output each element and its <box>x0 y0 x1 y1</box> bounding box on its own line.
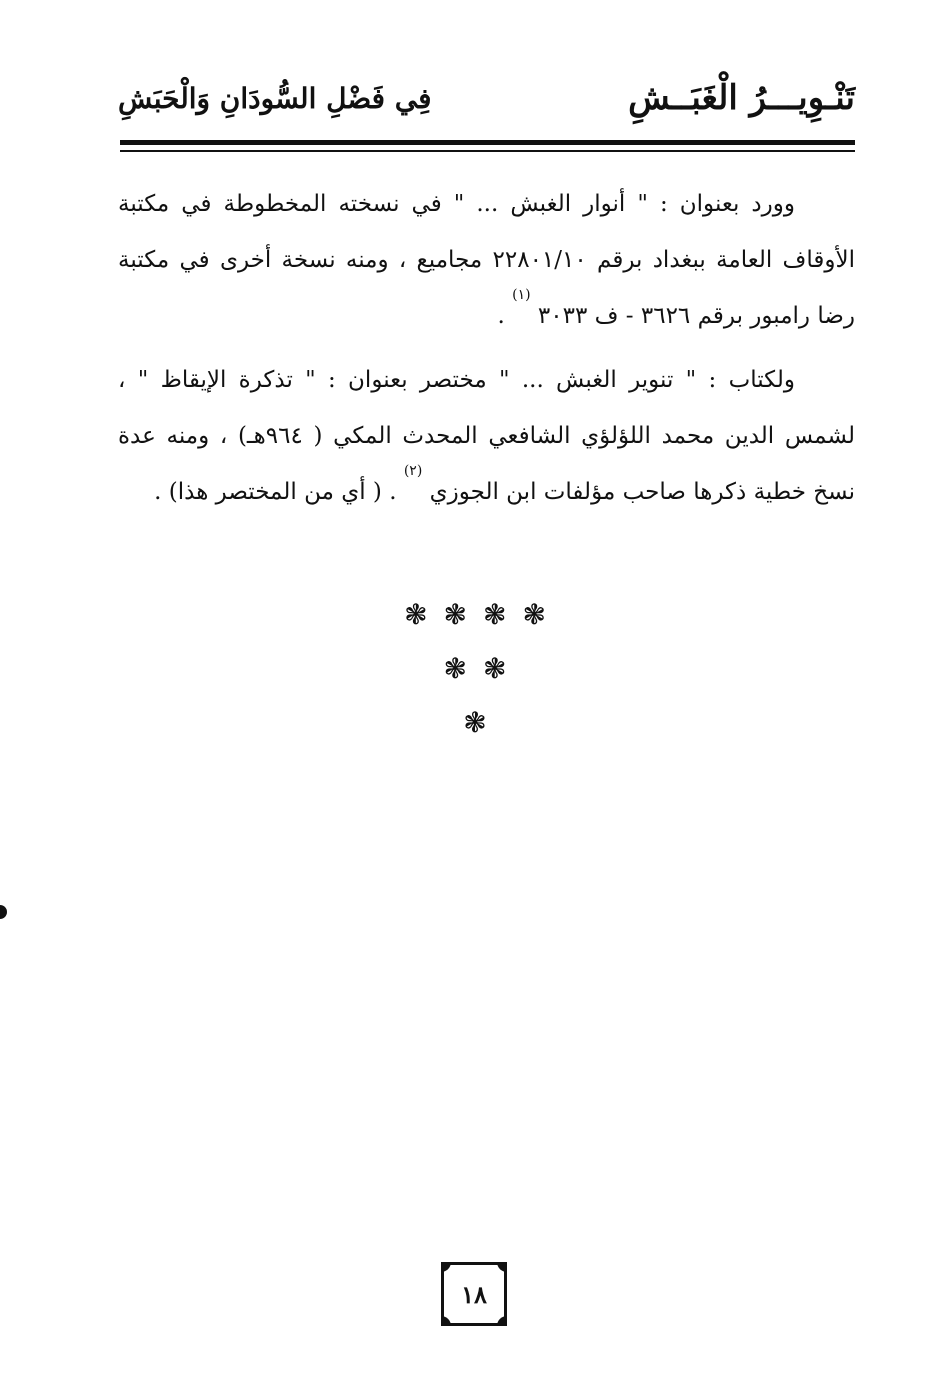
flower-ornament-icon: ❃ <box>404 598 428 631</box>
footnote-ref-2[interactable]: (٢) <box>403 463 423 479</box>
corner-ornament <box>441 1262 451 1272</box>
header-rule-thick <box>120 140 855 145</box>
scan-edge-mark <box>0 905 7 919</box>
flower-ornament-icon: ❃ <box>483 652 507 685</box>
paragraph-2-end: . ( أي من المختصر هذا) . <box>154 479 397 505</box>
paragraph-1 <box>118 176 855 344</box>
body-text <box>118 176 855 528</box>
footnote-ref-1[interactable]: (١) <box>512 287 531 303</box>
flower-ornament-icon: ❃ <box>443 598 467 631</box>
paragraph-2-text: ولكتاب : " تنوير الغبش ... " مختصر بعنوان : " تذكرة الإيقاظ " ، لشمس الدين محمد اللؤلؤي الشافعي المحدث المكي ( ٩٦٤هـ) ، ومنه عدة نسخ خطية ذكرها صاحب مؤلفات ابن الجوزي <box>118 367 855 505</box>
ornament-row <box>0 642 950 696</box>
paragraph-1-end: . <box>497 303 505 329</box>
page-number-box <box>441 1262 507 1326</box>
corner-ornament <box>441 1316 451 1326</box>
book-subtitle: فِي فَضْلِ السُّودَانِ وَالْحَبَشِ <box>118 82 432 115</box>
ornament-divider <box>0 588 950 750</box>
header-rule-thin <box>120 150 855 152</box>
running-header <box>118 78 855 138</box>
ornament-row <box>0 588 950 642</box>
ornament-row <box>0 696 950 750</box>
flower-ornament-icon: ❃ <box>463 706 487 739</box>
flower-ornament-icon: ❃ <box>522 598 546 631</box>
flower-ornament-icon: ❃ <box>483 598 507 631</box>
page-number: ١٨ <box>461 1279 487 1309</box>
paragraph-1-text: وورد بعنوان : " أنوار الغبش ... " في نسخته المخطوطة في مكتبة الأوقاف العامة ببغداد برقم ٢٢٨٠١/١٠ مجاميع ، ومنه نسخة أخرى في مكتبة رضا رامبور برقم ٣٦٢٦ - ف ٣٠٣٣ <box>118 191 855 329</box>
paragraph-2 <box>118 352 855 520</box>
corner-ornament <box>497 1262 507 1272</box>
flower-ornament-icon: ❃ <box>443 652 467 685</box>
corner-ornament <box>497 1316 507 1326</box>
book-title: تَنْـوِيـــرُ الْغَبَــشِ <box>628 78 855 118</box>
